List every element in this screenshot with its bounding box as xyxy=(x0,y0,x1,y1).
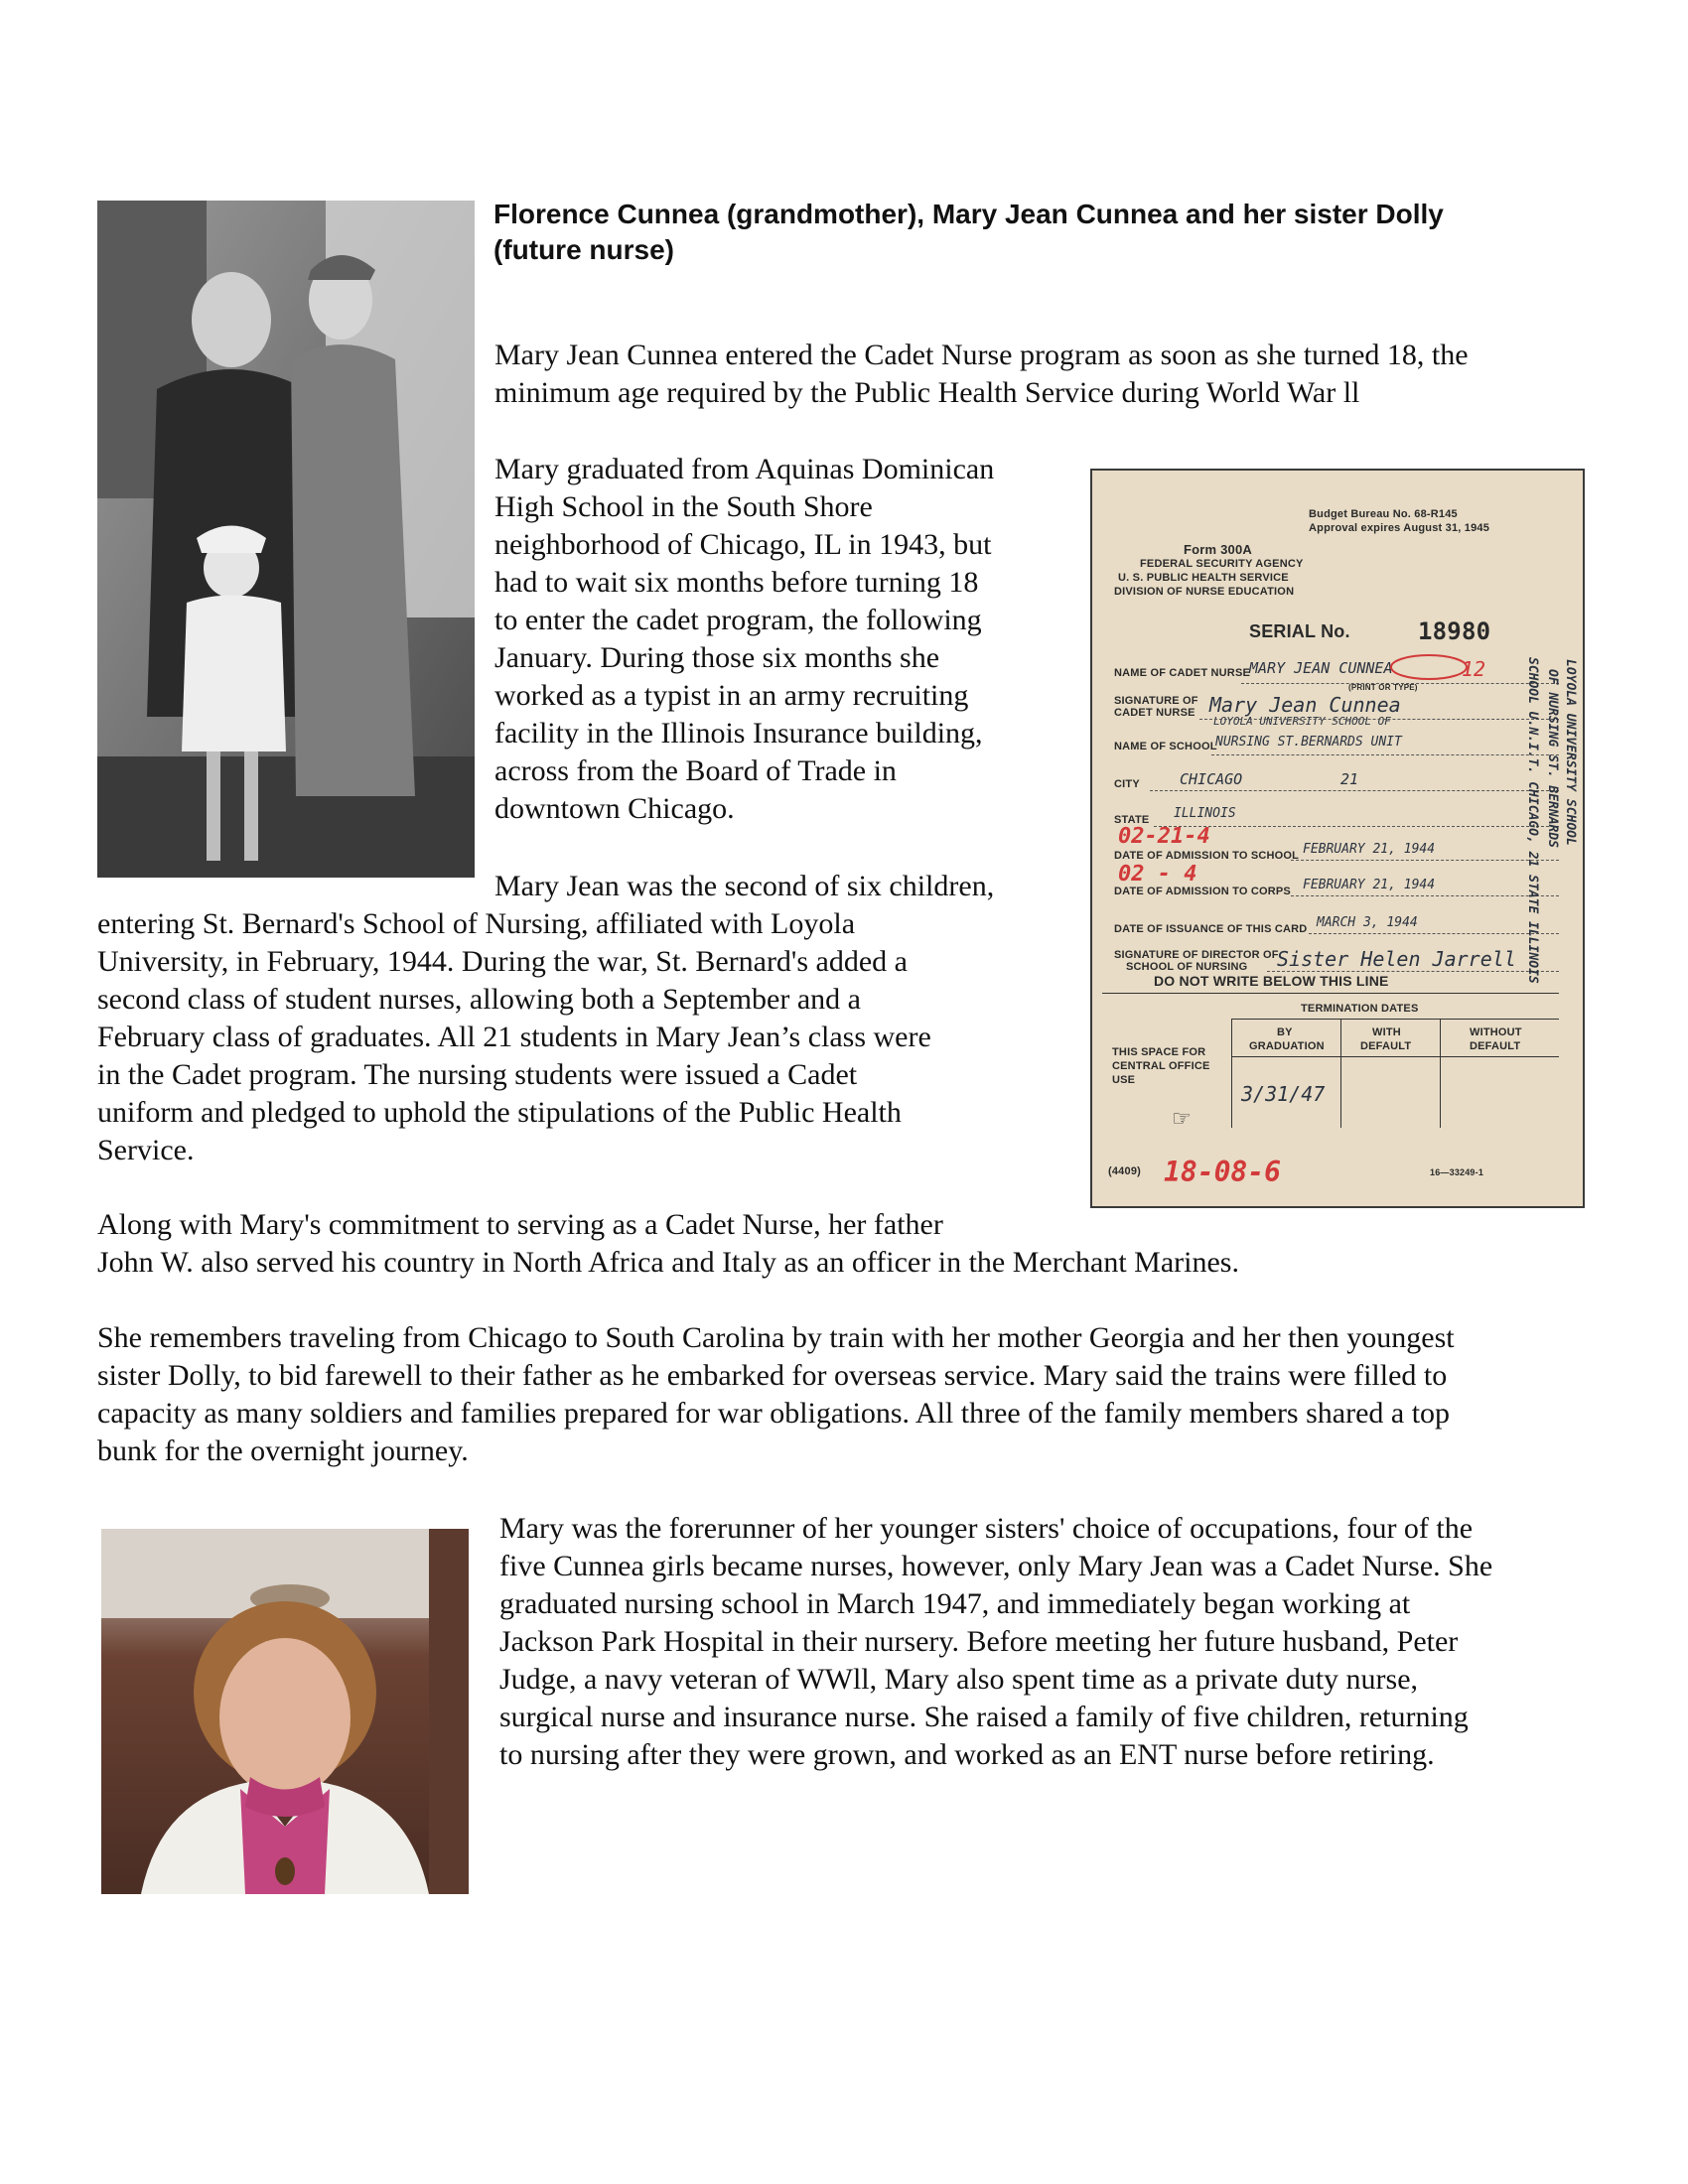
text-line: capacity as many soldiers and families prepared for war obligations. All three of the family members shared a top xyxy=(97,1397,1451,1430)
text-line: February class of graduates. All 21 students in Mary Jean’s class were xyxy=(97,1021,931,1053)
text-line: in the Cadet program. The nursing students were issued a Cadet xyxy=(97,1058,858,1091)
card-school-subtitle: LOYOLA UNIVERSITY SCHOOL OF xyxy=(1213,715,1391,728)
text-line: Service. xyxy=(97,1134,195,1166)
text-line: Mary Jean Cunnea entered the Cadet Nurse program as soon as she turned 18, the xyxy=(494,339,1469,371)
card-name-label: NAME OF CADET NURSE xyxy=(1114,667,1251,679)
text-line: entering St. Bernard's School of Nursing, affiliated with Loyola xyxy=(97,907,856,940)
card-name-value: MARY JEAN CUNNEA xyxy=(1249,659,1393,677)
card-school-label: NAME OF SCHOOL xyxy=(1114,741,1217,752)
photo-caption xyxy=(493,197,1586,268)
portrait-photo xyxy=(101,1529,469,1894)
pointing-hand-icon: ☞ xyxy=(1172,1106,1192,1131)
card-agency-1: FEDERAL SECURITY AGENCY xyxy=(1140,558,1304,570)
text-line: to enter the cadet program, the following xyxy=(494,604,982,636)
card-red-code-3: 18-08-6 xyxy=(1164,1156,1282,1188)
text-line: Mary Jean was the second of six children, xyxy=(494,870,995,902)
family-photo xyxy=(97,201,475,878)
text-line: January. During those six months she xyxy=(494,641,940,674)
text-line: High School in the South Shore xyxy=(494,490,873,523)
text-line: Mary graduated from Aquinas Dominican xyxy=(494,453,995,485)
text-line: surgical nurse and insurance nurse. She raised a family of five children, returning xyxy=(499,1701,1469,1733)
card-city-value: CHICAGO xyxy=(1180,770,1243,788)
card-graduation-date: 3/31/47 xyxy=(1241,1082,1326,1106)
card-form-code: (4409) xyxy=(1108,1165,1141,1177)
card-budget-line-1: Budget Bureau No. 68-R145 xyxy=(1309,508,1458,520)
card-do-not-write: DO NOT WRITE BELOW THIS LINE xyxy=(1154,973,1389,989)
card-office-label-1: THIS SPACE FOR xyxy=(1112,1046,1206,1058)
card-agency-3: DIVISION OF NURSE EDUCATION xyxy=(1114,586,1295,598)
text-line: Jackson Park Hospital in their nursery. Before meeting her future husband, Peter xyxy=(499,1625,1459,1658)
text-line: facility in the Illinois Insurance building, xyxy=(494,717,983,750)
card-state-label: STATE xyxy=(1114,814,1150,826)
card-col-with-a: WITH xyxy=(1372,1026,1401,1038)
card-red-code-2: 02 - 4 xyxy=(1118,862,1197,887)
card-form-number: Form 300A xyxy=(1184,542,1252,557)
card-name-suffix: 12 xyxy=(1462,657,1486,681)
card-print-note: (PRINT OR TYPE) xyxy=(1348,683,1418,692)
card-director-label-1: SIGNATURE OF DIRECTOR OF xyxy=(1114,949,1279,961)
text-line: worked as a typist in an army recruiting xyxy=(494,679,969,712)
text-line: minimum age required by the Public Health Service during World War ll xyxy=(494,376,1360,409)
card-col-graduation-a: BY xyxy=(1277,1026,1293,1038)
card-sig-label-2: CADET NURSE xyxy=(1114,707,1196,719)
card-termination-label: TERMINATION DATES xyxy=(1301,1003,1419,1015)
card-school-value: NURSING ST.BERNARDS UNIT xyxy=(1215,735,1402,750)
card-admission-school-value: FEBRUARY 21, 1944 xyxy=(1303,842,1436,857)
card-city-label: CITY xyxy=(1114,778,1140,790)
caption-line-1: Florence Cunnea (grandmother), Mary Jean Cunnea and her sister Dolly xyxy=(493,199,1444,229)
text-line: had to wait six months before turning 18 xyxy=(494,566,979,599)
card-col-graduation-b: GRADUATION xyxy=(1249,1040,1325,1052)
text-line: sister Dolly, to bid farewell to their father as he embarked for overseas service. Mary said the trains were filled to xyxy=(97,1359,1448,1392)
card-agency-2: U. S. PUBLIC HEALTH SERVICE xyxy=(1118,572,1289,584)
card-director-label-2: SCHOOL OF NURSING xyxy=(1126,961,1248,973)
text-line: neighborhood of Chicago, IL in 1943, but xyxy=(494,528,992,561)
caption-line-2: (future nurse) xyxy=(493,234,674,265)
text-line: uniform and pledged to uphold the stipulations of the Public Health xyxy=(97,1096,902,1129)
card-admission-school-label: DATE OF ADMISSION TO SCHOOL xyxy=(1114,850,1300,862)
card-issuance-value: MARCH 3, 1944 xyxy=(1317,915,1418,930)
card-city-zone: 21 xyxy=(1340,770,1359,788)
text-line: graduated nursing school in March 1947, and immediately began working at xyxy=(499,1587,1411,1620)
card-col-without-a: WITHOUT xyxy=(1470,1026,1522,1038)
card-side-note-1: SCHOOL U.N.I.T. CHICAGO, 21 STATE ILLINOIS xyxy=(1525,657,1540,984)
card-director-signature: Sister Helen Jarrell xyxy=(1277,947,1516,971)
card-office-label-2: CENTRAL OFFICE xyxy=(1112,1060,1210,1072)
card-side-note-2: OF NURSING ST. BERNARDS xyxy=(1545,669,1560,849)
text-line: Judge, a navy veteran of WWll, Mary also spent time as a private duty nurse, xyxy=(499,1663,1419,1696)
card-red-code-1: 02-21-4 xyxy=(1118,824,1210,849)
text-line: She remembers traveling from Chicago to South Carolina by train with her mother Georgia and her then youngest xyxy=(97,1321,1455,1354)
text-line: bunk for the overnight journey. xyxy=(97,1434,469,1467)
card-side-note-3: LOYOLA UNIVERSITY SCHOOL xyxy=(1563,659,1578,846)
cadet-nurse-card xyxy=(1090,469,1585,1208)
red-circle-mark xyxy=(1388,652,1470,682)
card-issuance-label: DATE OF ISSUANCE OF THIS CARD xyxy=(1114,923,1308,935)
text-line: downtown Chicago. xyxy=(494,792,735,825)
card-sig-label-1: SIGNATURE OF xyxy=(1114,695,1198,707)
text-line: second class of student nurses, allowing both a September and a xyxy=(97,983,861,1016)
family-photo-illustration xyxy=(97,201,475,878)
card-admission-corps-value: FEBRUARY 21, 1944 xyxy=(1303,878,1436,892)
card-serial-label: SERIAL No. xyxy=(1249,621,1350,641)
text-line: John W. also served his country in North Africa and Italy as an officer in the Merchant Marines. xyxy=(97,1246,1239,1279)
text-line: five Cunnea girls became nurses, however, only Mary Jean was a Cadet Nurse. She xyxy=(499,1550,1493,1582)
card-budget-line-2: Approval expires August 31, 1945 xyxy=(1309,522,1490,534)
text-line: to nursing after they were grown, and worked as an ENT nurse before retiring. xyxy=(499,1738,1435,1771)
card-serial-value: 18980 xyxy=(1418,617,1491,645)
portrait-photo-illustration xyxy=(101,1529,469,1894)
card-signature-value: Mary Jean Cunnea xyxy=(1209,693,1401,717)
card-col-without-b: DEFAULT xyxy=(1470,1040,1521,1052)
card-col-with-b: DEFAULT xyxy=(1360,1040,1412,1052)
card-printer-code: 16—33249-1 xyxy=(1430,1167,1484,1177)
card-admission-corps-label: DATE OF ADMISSION TO CORPS xyxy=(1114,886,1291,897)
text-line: Mary was the forerunner of her younger sisters' choice of occupations, four of the xyxy=(499,1512,1474,1545)
text-line: Along with Mary's commitment to serving as a Cadet Nurse, her father xyxy=(97,1208,943,1241)
card-state-value: ILLINOIS xyxy=(1174,806,1236,821)
text-line: University, in February, 1944. During the war, St. Bernard's added a xyxy=(97,945,908,978)
text-line: across from the Board of Trade in xyxy=(494,754,897,787)
card-office-label-3: USE xyxy=(1112,1074,1136,1086)
